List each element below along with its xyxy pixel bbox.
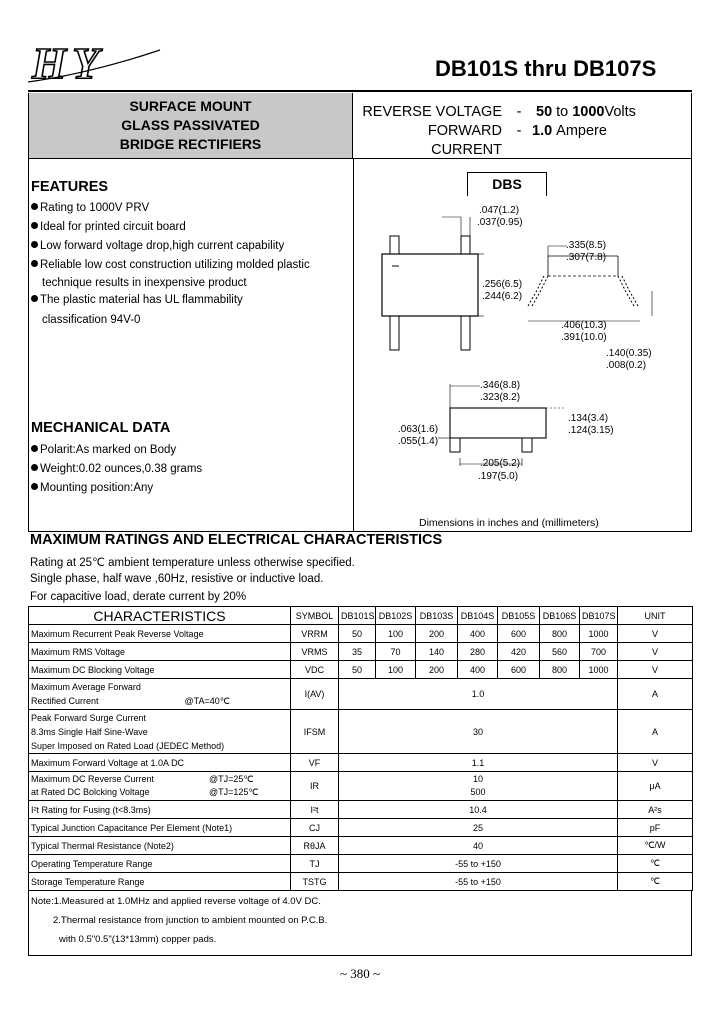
row-value: 700 (580, 643, 618, 661)
front-view-body (450, 408, 546, 438)
top-view-lead-tl (390, 236, 399, 254)
header-db104s: DB104S (458, 607, 498, 625)
dim-d8a: .134(3.4) (568, 413, 609, 424)
row-condition: @TJ=125℃ (209, 787, 259, 797)
feature-text: The plastic material has UL flammability (40, 294, 243, 306)
row-symbol: I²t (291, 801, 339, 819)
bullet-icon (31, 241, 38, 248)
row-value: 35 (339, 643, 376, 661)
feature-text: Reliable low cost construction utilizing molded plastic (40, 259, 310, 271)
header-db103s: DB103S (416, 607, 458, 625)
reverse-voltage-max: 1000 (572, 104, 605, 120)
row-unit: ℃/W (618, 837, 693, 855)
top-view-lead-tr (461, 236, 470, 254)
row-symbol: VRMS (291, 643, 339, 661)
mechanical-text: Mounting position:Any (40, 482, 154, 494)
row-symbol: IR (291, 772, 339, 801)
table-row (29, 837, 693, 855)
table-row (29, 801, 693, 819)
front-view-lead-right (522, 438, 532, 452)
table-row (29, 819, 693, 837)
dim-d1b: .037(0.95) (477, 217, 523, 228)
table-row (29, 661, 693, 679)
row-label-text: Rectified Current (31, 696, 99, 706)
row-label: Typical Junction Capacitance Per Element (Note1) (29, 819, 291, 837)
rating-note: For capacitive load, derate current by 20% (30, 591, 247, 603)
row-unit: V (618, 643, 693, 661)
mechanical-title: MECHANICAL DATA (31, 420, 171, 436)
row-value: 600 (498, 625, 540, 643)
product-description (29, 93, 353, 158)
footnote-1: Note:1.Measured at 1.0MHz and applied reverse voltage of 4.0V DC. (31, 896, 321, 907)
rating-note: Rating at 25℃ ambient temperature unless otherwise specified. (30, 557, 355, 569)
reverse-voltage-min: 50 (536, 104, 553, 120)
row-symbol: VF (291, 754, 339, 772)
dim-d6a: .346(8.8) (480, 380, 521, 391)
feature-item (31, 239, 284, 253)
row-unit: V (618, 661, 693, 679)
table-row (29, 754, 693, 772)
header-db102s: DB102S (376, 607, 416, 625)
dim-d2a: .335(8.5) (566, 240, 607, 251)
dim-d3a: .256(6.5) (482, 279, 523, 290)
mechanical-text: Weight:0.02 ounces,0.38 grams (40, 463, 203, 475)
row-label: Maximum DC Blocking Voltage (29, 661, 291, 679)
feature-text: Ideal for printed circuit board (40, 221, 186, 233)
row-value: 420 (498, 643, 540, 661)
row-value: 40 (339, 837, 618, 855)
row-value: -55 to +150 (339, 873, 618, 891)
feature-item (31, 220, 186, 234)
row-label-line (31, 773, 288, 786)
table-row (29, 625, 693, 643)
feature-text: Rating to 1000V PRV (40, 202, 150, 214)
row-value: 1000 (580, 661, 618, 679)
header-db106s: DB106S (540, 607, 580, 625)
forward-current-label: FORWARD CURRENT (427, 123, 502, 158)
reverse-voltage-to: to (556, 104, 569, 120)
header-unit: UNIT (618, 607, 693, 625)
header-rule (28, 90, 692, 92)
row-value: 400 (458, 661, 498, 679)
features-title: FEATURES (31, 179, 109, 195)
row-unit: A²s (618, 801, 693, 819)
row-value: 10.4 (339, 801, 618, 819)
row-symbol: VDC (291, 661, 339, 679)
ratings-summary (354, 103, 692, 160)
row-value-line: 10 (472, 774, 483, 784)
forward-current-row (354, 122, 692, 160)
bullet-icon (31, 464, 38, 471)
feature-text: Low forward voltage drop,high current capability (40, 240, 285, 252)
row-value: 140 (416, 643, 458, 661)
row-label (29, 679, 291, 710)
row-value: 800 (540, 661, 580, 679)
bullet-icon (31, 445, 38, 452)
row-label: Storage Temperature Range (29, 873, 291, 891)
row-symbol: VRRM (291, 625, 339, 643)
row-symbol: IFSM (291, 710, 339, 754)
page-number: ~ 380 ~ (339, 966, 381, 981)
row-label-text: at Rated DC Bolcking Voltage (31, 787, 150, 797)
row-value: 280 (458, 643, 498, 661)
row-value: 1000 (580, 625, 618, 643)
row-unit: V (618, 754, 693, 772)
row-value: 200 (416, 661, 458, 679)
mechanical-item (31, 462, 202, 476)
product-line-3: BRIDGE RECTIFIERS (119, 136, 262, 152)
row-value: 50 (339, 661, 376, 679)
top-view-lead-bl (390, 316, 399, 350)
row-label: Typical Thermal Resistance (Note2) (29, 837, 291, 855)
row-label (29, 772, 291, 801)
row-unit: A (618, 710, 693, 754)
header-characteristics: CHARACTERISTICS (29, 607, 291, 625)
dim-d4a: .406(10.3) (561, 320, 607, 331)
row-symbol: I(AV) (291, 679, 339, 710)
front-view-lead-left (450, 438, 460, 452)
top-view-body (382, 254, 478, 316)
row-value: 30 (339, 710, 618, 754)
table-row (29, 855, 693, 873)
row-label: Maximum Forward Voltage at 1.0A DC (29, 754, 291, 772)
table-row (29, 643, 693, 661)
mechanical-item (31, 443, 176, 457)
dim-d7a: .063(1.6) (398, 424, 439, 435)
feature-item (31, 201, 149, 215)
row-unit: ℃ (618, 873, 693, 891)
header-symbol: SYMBOL (291, 607, 339, 625)
row-label: Operating Temperature Range (29, 855, 291, 873)
bullet-icon (31, 203, 38, 210)
header-db105s: DB105S (498, 607, 540, 625)
reverse-voltage-dash: - (516, 104, 522, 120)
dim-d4b: .391(10.0) (561, 332, 607, 343)
feature-item-continuation: classification 94V-0 (42, 314, 141, 326)
row-value: 50 (339, 625, 376, 643)
feature-item-continuation: technique results in inexpensive product (42, 277, 247, 289)
row-value: 25 (339, 819, 618, 837)
reverse-voltage-label: REVERSE VOLTAGE (362, 104, 502, 120)
dim-d9a: .205(5.2) (480, 458, 521, 469)
bullet-icon (31, 295, 38, 302)
dimensions-note: Dimensions in inches and (millimeters) (419, 517, 599, 529)
row-value: 560 (540, 643, 580, 661)
rating-note: Single phase, half wave ,60Hz, resistive or inductive load. (30, 573, 324, 585)
table-row (29, 873, 693, 891)
row-unit: ℃ (618, 855, 693, 873)
row-value: 1.1 (339, 754, 618, 772)
header-box (28, 93, 692, 159)
row-value: -55 to +150 (339, 855, 618, 873)
side-view-lead-left (532, 276, 548, 306)
reverse-voltage-unit: Volts (604, 104, 636, 120)
row-value: 400 (458, 625, 498, 643)
dim-d1a: .047(1.2) (479, 205, 520, 216)
side-view-lead-right (622, 276, 638, 306)
row-unit: A (618, 679, 693, 710)
row-value: 800 (540, 625, 580, 643)
row-condition: @TJ=25℃ (209, 774, 254, 784)
row-label-line: Maximum Average Forward (31, 682, 141, 692)
dim-d5b: .008(0.2) (606, 360, 647, 371)
dim-d2b: .307(7.8) (566, 252, 607, 263)
header-db107s: DB107S (580, 607, 618, 625)
row-symbol: RθJA (291, 837, 339, 855)
table-row (29, 679, 693, 710)
row-label-line: Peak Forward Surge Current (31, 712, 147, 723)
dim-d8b: .124(3.15) (568, 425, 614, 436)
row-label: Maximum Recurrent Peak Reverse Voltage (29, 625, 291, 643)
package-name: DBS (467, 172, 547, 196)
row-label: Maximum RMS Voltage (29, 643, 291, 661)
bullet-icon (31, 483, 38, 490)
package-outline-drawing (372, 196, 672, 516)
document-title: DB101S thru DB107S (435, 56, 657, 81)
table-row (29, 710, 693, 754)
dim-d7b: .055(1.4) (398, 436, 439, 447)
dim-d3b: .244(6.2) (482, 291, 523, 302)
table-row (29, 772, 693, 801)
row-label-line (31, 786, 288, 799)
characteristics-table (28, 606, 693, 891)
header-db101s: DB101S (339, 607, 376, 625)
row-value: 70 (376, 643, 416, 661)
row-symbol: TJ (291, 855, 339, 873)
footnotes-box (28, 891, 692, 956)
row-unit: μA (618, 772, 693, 801)
reverse-voltage-row (354, 103, 692, 122)
row-label-line: Super Imposed on Rated Load (JEDEC Method) (31, 740, 225, 751)
dim-d6b: .323(8.2) (480, 392, 521, 403)
row-symbol: CJ (291, 819, 339, 837)
row-value: 600 (498, 661, 540, 679)
row-value: 1.0 (339, 679, 618, 710)
feature-item (31, 258, 310, 272)
row-condition: @TA=40℃ (184, 696, 230, 706)
row-label-line: 8.3ms Single Half Sine-Wave (31, 726, 148, 737)
footnote-3: with 0.5"0.5"(13*13mm) copper pads. (59, 934, 217, 945)
row-value: 100 (376, 661, 416, 679)
product-line-1: SURFACE MOUNT (129, 98, 252, 114)
mid-divider (353, 159, 354, 531)
row-symbol: TSTG (291, 873, 339, 891)
product-line-2: GLASS PASSIVATED (121, 117, 260, 133)
footnote-2: 2.Thermal resistance from junction to ambient mounted on P.C.B. (53, 915, 328, 926)
row-value (339, 772, 618, 801)
top-view-lead-br (461, 316, 470, 350)
forward-current-unit: Ampere (556, 123, 607, 139)
row-value: 200 (416, 625, 458, 643)
dim-d9b: .197(5.0) (478, 471, 519, 482)
row-value: 100 (376, 625, 416, 643)
bullet-icon (31, 260, 38, 267)
brand-logo-text: HY (32, 44, 106, 84)
dim-d5a: .140(0.35) (606, 348, 652, 359)
row-label: I²t Rating for Fusing (t<8.3ms) (29, 801, 291, 819)
table-header-row (29, 607, 693, 625)
forward-current-dash: - (516, 123, 522, 139)
row-label (29, 710, 291, 754)
row-label-text: Maximum DC Reverse Current (31, 774, 155, 784)
max-ratings-title: MAXIMUM RATINGS AND ELECTRICAL CHARACTERISTICS (30, 532, 443, 548)
row-value-line: 500 (470, 787, 486, 797)
feature-item (31, 293, 243, 307)
side-view-lead-left (528, 276, 544, 306)
bullet-icon (31, 222, 38, 229)
row-unit: V (618, 625, 693, 643)
side-view-lead-right (618, 276, 634, 306)
row-unit: pF (618, 819, 693, 837)
forward-current-value: 1.0 (532, 123, 553, 139)
mechanical-item (31, 481, 153, 495)
row-label-line (31, 694, 288, 708)
brand-logo (28, 44, 163, 84)
mechanical-text: Polarit:As marked on Body (40, 444, 177, 456)
